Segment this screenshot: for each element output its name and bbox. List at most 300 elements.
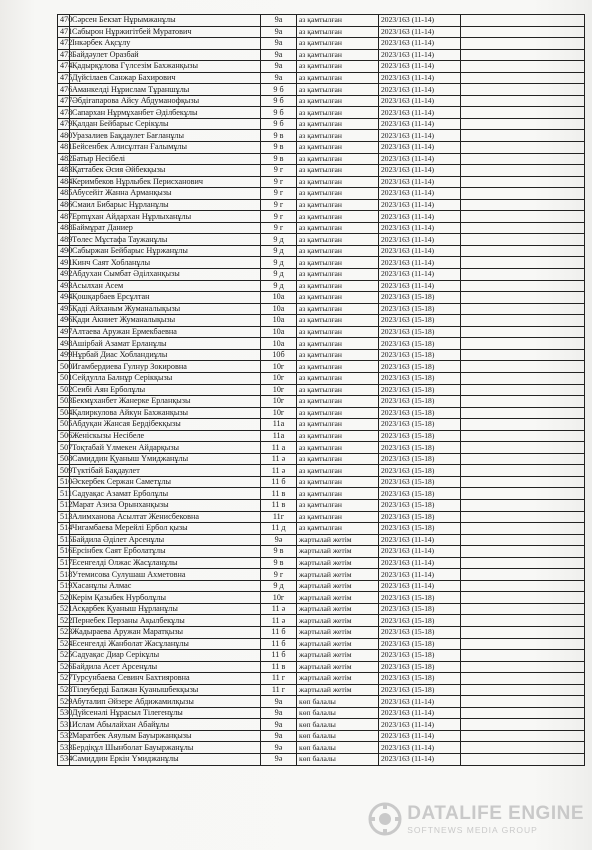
- empty-cell: [461, 338, 585, 350]
- class-cell: 9 д: [261, 234, 297, 246]
- category-cell: көп балалы: [297, 719, 379, 731]
- table-row: [58, 523, 585, 535]
- table-row: [58, 754, 585, 766]
- row-number: 531: [58, 719, 70, 731]
- student-name: Садуақас Азамат Ерболұлы: [70, 488, 261, 500]
- class-cell: 11 в: [261, 488, 297, 500]
- empty-cell: [461, 130, 585, 142]
- empty-cell: [461, 442, 585, 454]
- student-name: Бердіқұл Шынболат Бауыржанұлы: [70, 742, 261, 754]
- category-cell: жартылай жетім: [297, 592, 379, 604]
- student-name: Есенгелді Олжас Жасұланұлы: [70, 557, 261, 569]
- class-cell: 9ә: [261, 742, 297, 754]
- table-row: [58, 603, 585, 615]
- order-number-cell: 2023/163 (15-18): [379, 511, 461, 523]
- student-name: Алтаева Аружан Ермекбаевна: [70, 326, 261, 338]
- table-row: [58, 61, 585, 73]
- order-number-cell: 2023/163 (15-18): [379, 499, 461, 511]
- empty-cell: [461, 661, 585, 673]
- order-number-cell: 2023/163 (15-18): [379, 453, 461, 465]
- row-number: 534: [58, 754, 70, 766]
- table-row: [58, 626, 585, 638]
- row-number: 516: [58, 546, 70, 558]
- watermark-logo: [368, 802, 584, 836]
- class-cell: 11а: [261, 430, 297, 442]
- row-number: 475: [58, 72, 70, 84]
- order-number-cell: 2023/163 (15-18): [379, 396, 461, 408]
- class-cell: 9 в: [261, 130, 297, 142]
- order-number-cell: 2023/163 (15-18): [379, 476, 461, 488]
- empty-cell: [461, 222, 585, 234]
- order-number-cell: 2023/163 (11-14): [379, 269, 461, 281]
- empty-cell: [461, 107, 585, 119]
- class-cell: 9 д: [261, 269, 297, 281]
- empty-cell: [461, 511, 585, 523]
- empty-cell: [461, 142, 585, 154]
- student-name: Аманкелді Нұрислам Тұраншұлы: [70, 84, 261, 96]
- table-row: [58, 730, 585, 742]
- category-cell: аз қамтылған: [297, 142, 379, 154]
- class-cell: 11 б: [261, 650, 297, 662]
- class-cell: 9а: [261, 15, 297, 27]
- order-number-cell: 2023/163 (11-14): [379, 707, 461, 719]
- empty-cell: [461, 523, 585, 535]
- empty-cell: [461, 211, 585, 223]
- row-number: 492: [58, 269, 70, 281]
- table-row: [58, 107, 585, 119]
- class-cell: 11 б: [261, 638, 297, 650]
- class-cell: 10г: [261, 407, 297, 419]
- category-cell: жартылай жетім: [297, 661, 379, 673]
- row-number: 532: [58, 730, 70, 742]
- row-number: 480: [58, 130, 70, 142]
- row-number: 473: [58, 49, 70, 61]
- empty-cell: [461, 280, 585, 292]
- category-cell: аз қамтылған: [297, 523, 379, 535]
- category-cell: жартылай жетім: [297, 673, 379, 685]
- table-row: [58, 638, 585, 650]
- empty-cell: [461, 372, 585, 384]
- table-row: [58, 222, 585, 234]
- student-name: Қошқарбаев Ерсұлтан: [70, 292, 261, 304]
- order-number-cell: 2023/163 (11-14): [379, 534, 461, 546]
- table-row: [58, 742, 585, 754]
- empty-cell: [461, 61, 585, 73]
- row-number: 521: [58, 603, 70, 615]
- table-row: [58, 719, 585, 731]
- empty-cell: [461, 292, 585, 304]
- student-name: Пернебек Перзаны Ақылбекұлы: [70, 615, 261, 627]
- student-name: Самиддин Еркін Үмиджанұлы: [70, 754, 261, 766]
- student-name: Сәрсен Бекзат Нұрымжанұлы: [70, 15, 261, 27]
- empty-cell: [461, 419, 585, 431]
- table-row: [58, 315, 585, 327]
- order-number-cell: 2023/163 (15-18): [379, 349, 461, 361]
- class-cell: 9 г: [261, 569, 297, 581]
- row-number: 485: [58, 188, 70, 200]
- table-row: [58, 176, 585, 188]
- student-name: Абусейіт Жанна Арманқызы: [70, 188, 261, 200]
- row-number: 523: [58, 626, 70, 638]
- category-cell: аз қамтылған: [297, 211, 379, 223]
- empty-cell: [461, 188, 585, 200]
- student-name: Ислам Абылайхан Абайұлы: [70, 719, 261, 731]
- row-number: 497: [58, 326, 70, 338]
- table-row: [58, 188, 585, 200]
- student-name: Қадырқұлова Гүлсезім Бахжанқызы: [70, 61, 261, 73]
- class-cell: 10а: [261, 338, 297, 350]
- class-cell: 9 г: [261, 176, 297, 188]
- class-cell: 9 г: [261, 222, 297, 234]
- empty-cell: [461, 603, 585, 615]
- table-row: [58, 49, 585, 61]
- class-cell: 10а: [261, 315, 297, 327]
- student-name: Абдуқан Жансая Бердібекқызы: [70, 419, 261, 431]
- category-cell: жартылай жетім: [297, 603, 379, 615]
- class-cell: 9ә: [261, 754, 297, 766]
- student-name: Ерmұхан Айдархан Нұрлыханұлы: [70, 211, 261, 223]
- category-cell: аз қамтылған: [297, 234, 379, 246]
- class-cell: 9 г: [261, 188, 297, 200]
- row-number: 507: [58, 442, 70, 454]
- row-number: 518: [58, 569, 70, 581]
- category-cell: жартылай жетім: [297, 569, 379, 581]
- table-row: [58, 499, 585, 511]
- table-row: [58, 511, 585, 523]
- table-row: [58, 430, 585, 442]
- category-cell: аз қамтылған: [297, 384, 379, 396]
- student-name: Абуталип Әйзере Абдижамилқызы: [70, 696, 261, 708]
- table-row: [58, 245, 585, 257]
- category-cell: жартылай жетім: [297, 580, 379, 592]
- table-row: [58, 546, 585, 558]
- row-number: 491: [58, 257, 70, 269]
- student-name: Әскербек Сержан Саметұлы: [70, 476, 261, 488]
- category-cell: аз қамтылған: [297, 107, 379, 119]
- empty-cell: [461, 176, 585, 188]
- order-number-cell: 2023/163 (11-14): [379, 696, 461, 708]
- empty-cell: [461, 153, 585, 165]
- student-name: Төлес Мұстафа Таужанұлы: [70, 234, 261, 246]
- student-name: Сабыржан Бейбарыс Нұржанұлы: [70, 245, 261, 257]
- empty-cell: [461, 696, 585, 708]
- category-cell: аз қамтылған: [297, 199, 379, 211]
- empty-cell: [461, 638, 585, 650]
- class-cell: 9 б: [261, 107, 297, 119]
- row-number: 503: [58, 396, 70, 408]
- row-number: 481: [58, 142, 70, 154]
- category-cell: аз қамтылған: [297, 280, 379, 292]
- order-number-cell: 2023/163 (11-14): [379, 118, 461, 130]
- row-number: 512: [58, 499, 70, 511]
- empty-cell: [461, 430, 585, 442]
- class-cell: 9 г: [261, 199, 297, 211]
- order-number-cell: 2023/163 (15-18): [379, 673, 461, 685]
- category-cell: аз қамтылған: [297, 84, 379, 96]
- table-row: [58, 15, 585, 27]
- class-cell: 11 в: [261, 499, 297, 511]
- empty-cell: [461, 84, 585, 96]
- student-name: Сеибі Аян Ерболұлы: [70, 384, 261, 396]
- category-cell: жартылай жетім: [297, 650, 379, 662]
- category-cell: аз қамтылған: [297, 488, 379, 500]
- category-cell: аз қамтылған: [297, 292, 379, 304]
- empty-cell: [461, 245, 585, 257]
- category-cell: аз қамтылған: [297, 372, 379, 384]
- category-cell: көп балалы: [297, 696, 379, 708]
- student-name: Турсунбаева Севинч Бахтияровна: [70, 673, 261, 685]
- row-number: 517: [58, 557, 70, 569]
- student-roster-table: [57, 14, 585, 766]
- empty-cell: [461, 407, 585, 419]
- empty-cell: [461, 754, 585, 766]
- row-number: 533: [58, 742, 70, 754]
- empty-cell: [461, 673, 585, 685]
- empty-cell: [461, 488, 585, 500]
- row-number: 522: [58, 615, 70, 627]
- class-cell: 9а: [261, 72, 297, 84]
- table-row: [58, 199, 585, 211]
- category-cell: аз қамтылған: [297, 396, 379, 408]
- category-cell: аз қамтылған: [297, 338, 379, 350]
- empty-cell: [461, 199, 585, 211]
- empty-cell: [461, 257, 585, 269]
- class-cell: 10а: [261, 292, 297, 304]
- table-row: [58, 684, 585, 696]
- order-number-cell: 2023/163 (11-14): [379, 730, 461, 742]
- order-number-cell: 2023/163 (11-14): [379, 742, 461, 754]
- table-row: [58, 419, 585, 431]
- student-name: Кинч Саят Хобланұлы: [70, 257, 261, 269]
- category-cell: аз қамтылған: [297, 245, 379, 257]
- order-number-cell: 2023/163 (15-18): [379, 303, 461, 315]
- empty-cell: [461, 72, 585, 84]
- row-number: 478: [58, 107, 70, 119]
- row-number: 526: [58, 661, 70, 673]
- class-cell: 9 в: [261, 546, 297, 558]
- student-name: Байдәулет Оразбай: [70, 49, 261, 61]
- order-number-cell: 2023/163 (15-18): [379, 361, 461, 373]
- watermark-title: DATALIFE ENGINE: [407, 803, 584, 824]
- student-name: Нұрбай Диас Хобландиұлы: [70, 349, 261, 361]
- order-number-cell: 2023/163 (11-14): [379, 546, 461, 558]
- category-cell: аз қамтылған: [297, 430, 379, 442]
- empty-cell: [461, 615, 585, 627]
- order-number-cell: 2023/163 (15-18): [379, 384, 461, 396]
- student-name: Ашірбай Азамат Ерланұлы: [70, 338, 261, 350]
- row-number: 493: [58, 280, 70, 292]
- student-name: Керім Қазыбек Нурболұлы: [70, 592, 261, 604]
- empty-cell: [461, 592, 585, 604]
- table-row: [58, 707, 585, 719]
- empty-cell: [461, 465, 585, 477]
- category-cell: аз қамтылған: [297, 442, 379, 454]
- table-row: [58, 269, 585, 281]
- category-cell: жартылай жетім: [297, 557, 379, 569]
- student-name: Асылхан Асем: [70, 280, 261, 292]
- order-number-cell: 2023/163 (11-14): [379, 580, 461, 592]
- order-number-cell: 2023/163 (11-14): [379, 72, 461, 84]
- class-cell: 11а: [261, 419, 297, 431]
- student-name: Уразалиев Бақдаулет Бағланұлы: [70, 130, 261, 142]
- empty-cell: [461, 95, 585, 107]
- class-cell: 9 в: [261, 153, 297, 165]
- order-number-cell: 2023/163 (11-14): [379, 257, 461, 269]
- class-cell: 9а: [261, 696, 297, 708]
- row-number: 508: [58, 453, 70, 465]
- category-cell: аз қамтылған: [297, 465, 379, 477]
- row-number: 530: [58, 707, 70, 719]
- class-cell: 9 б: [261, 84, 297, 96]
- student-name: Смаил Бибарыс Нұрланұлы: [70, 199, 261, 211]
- class-cell: 9а: [261, 707, 297, 719]
- table-row: [58, 650, 585, 662]
- table-row: [58, 211, 585, 223]
- order-number-cell: 2023/163 (11-14): [379, 95, 461, 107]
- student-name: Қалдан Бейбарыс Серікұлы: [70, 118, 261, 130]
- student-name: Самиддин Қуаныш Үмиджанұлы: [70, 453, 261, 465]
- empty-cell: [461, 349, 585, 361]
- class-cell: 10г: [261, 372, 297, 384]
- student-name: Сейдулла Балнұр Серікқызы: [70, 372, 261, 384]
- row-number: 509: [58, 465, 70, 477]
- category-cell: аз қамтылған: [297, 95, 379, 107]
- empty-cell: [461, 384, 585, 396]
- student-name: Бейсенбек Алисұлтан Ғалымұлы: [70, 142, 261, 154]
- category-cell: көп балалы: [297, 742, 379, 754]
- category-cell: аз қамтылған: [297, 15, 379, 27]
- order-number-cell: 2023/163 (11-14): [379, 176, 461, 188]
- student-name: Марат Азиза Орынханқызы: [70, 499, 261, 511]
- student-name: Қалиркулова Айкүн Бахжанқызы: [70, 407, 261, 419]
- class-cell: 11 ә: [261, 465, 297, 477]
- empty-cell: [461, 719, 585, 731]
- order-number-cell: 2023/163 (11-14): [379, 199, 461, 211]
- category-cell: аз қамтылған: [297, 257, 379, 269]
- student-name: Абдухан Сымбат Әділханқызы: [70, 269, 261, 281]
- row-number: 476: [58, 84, 70, 96]
- table-row: [58, 384, 585, 396]
- category-cell: аз қамтылған: [297, 349, 379, 361]
- row-number: 505: [58, 419, 70, 431]
- order-number-cell: 2023/163 (11-14): [379, 142, 461, 154]
- student-name: Садуақас Диар Серікұлы: [70, 650, 261, 662]
- category-cell: жартылай жетім: [297, 638, 379, 650]
- empty-cell: [461, 730, 585, 742]
- table-row: [58, 488, 585, 500]
- table-row: [58, 72, 585, 84]
- class-cell: 9 б: [261, 95, 297, 107]
- student-name: Маратбек Аяулым Бауыржанқызы: [70, 730, 261, 742]
- class-cell: 10а: [261, 326, 297, 338]
- empty-cell: [461, 165, 585, 177]
- class-cell: 11г: [261, 511, 297, 523]
- row-number: 510: [58, 476, 70, 488]
- category-cell: аз қамтылған: [297, 499, 379, 511]
- table-row: [58, 661, 585, 673]
- class-cell: 9 г: [261, 165, 297, 177]
- table-row: [58, 142, 585, 154]
- empty-cell: [461, 49, 585, 61]
- class-cell: 11 б: [261, 626, 297, 638]
- row-number: 494: [58, 292, 70, 304]
- order-number-cell: 2023/163 (11-14): [379, 153, 461, 165]
- row-number: 524: [58, 638, 70, 650]
- category-cell: аз қамтылған: [297, 407, 379, 419]
- table-row: [58, 280, 585, 292]
- student-name: Інкәрбек Ақсұлу: [70, 38, 261, 50]
- student-name: Қаттабек Әсия Әйбекқызы: [70, 165, 261, 177]
- table-row: [58, 118, 585, 130]
- table-row: [58, 165, 585, 177]
- order-number-cell: 2023/163 (11-14): [379, 754, 461, 766]
- row-number: 472: [58, 38, 70, 50]
- order-number-cell: 2023/163 (15-18): [379, 488, 461, 500]
- order-number-cell: 2023/163 (11-14): [379, 165, 461, 177]
- order-number-cell: 2023/163 (15-18): [379, 615, 461, 627]
- student-name: Сабырон Нұржигітбей Муратович: [70, 26, 261, 38]
- order-number-cell: 2023/163 (11-14): [379, 15, 461, 27]
- table-row: [58, 534, 585, 546]
- table-row: [58, 673, 585, 685]
- table-row: [58, 592, 585, 604]
- student-name: Сапархан Нұрмұханбет Әділбекұлы: [70, 107, 261, 119]
- row-number: 488: [58, 222, 70, 234]
- row-number: 519: [58, 580, 70, 592]
- row-number: 489: [58, 234, 70, 246]
- class-cell: 11 ә: [261, 615, 297, 627]
- category-cell: аз қамтылған: [297, 165, 379, 177]
- empty-cell: [461, 315, 585, 327]
- table-row: [58, 84, 585, 96]
- order-number-cell: 2023/163 (11-14): [379, 719, 461, 731]
- row-number: 496: [58, 315, 70, 327]
- category-cell: аз қамтылған: [297, 511, 379, 523]
- order-number-cell: 2023/163 (15-18): [379, 592, 461, 604]
- order-number-cell: 2023/163 (11-14): [379, 557, 461, 569]
- order-number-cell: 2023/163 (15-18): [379, 292, 461, 304]
- table-row: [58, 257, 585, 269]
- student-name: Игамбердиева Гулнур Зокировна: [70, 361, 261, 373]
- category-cell: жартылай жетім: [297, 546, 379, 558]
- row-number: 482: [58, 153, 70, 165]
- class-cell: 10г: [261, 592, 297, 604]
- row-number: 470: [58, 15, 70, 27]
- category-cell: жартылай жетім: [297, 626, 379, 638]
- table-row: [58, 465, 585, 477]
- empty-cell: [461, 476, 585, 488]
- empty-cell: [461, 707, 585, 719]
- student-name: Қаді Айханым Жуманалықызы: [70, 303, 261, 315]
- order-number-cell: 2023/163 (15-18): [379, 684, 461, 696]
- roster-body: [58, 15, 585, 766]
- order-number-cell: 2023/163 (15-18): [379, 326, 461, 338]
- category-cell: аз қамтылған: [297, 188, 379, 200]
- empty-cell: [461, 234, 585, 246]
- row-number: 471: [58, 26, 70, 38]
- student-name: Утемисова Сулушаш Ахметовна: [70, 569, 261, 581]
- class-cell: 10б: [261, 349, 297, 361]
- category-cell: жартылай жетім: [297, 615, 379, 627]
- class-cell: 11 д: [261, 523, 297, 535]
- order-number-cell: 2023/163 (11-14): [379, 280, 461, 292]
- order-number-cell: 2023/163 (11-14): [379, 188, 461, 200]
- empty-cell: [461, 269, 585, 281]
- row-number: 528: [58, 684, 70, 696]
- order-number-cell: 2023/163 (15-18): [379, 338, 461, 350]
- student-name: Бекмұханбет Жанерке Ерланқызы: [70, 396, 261, 408]
- class-cell: 10г: [261, 384, 297, 396]
